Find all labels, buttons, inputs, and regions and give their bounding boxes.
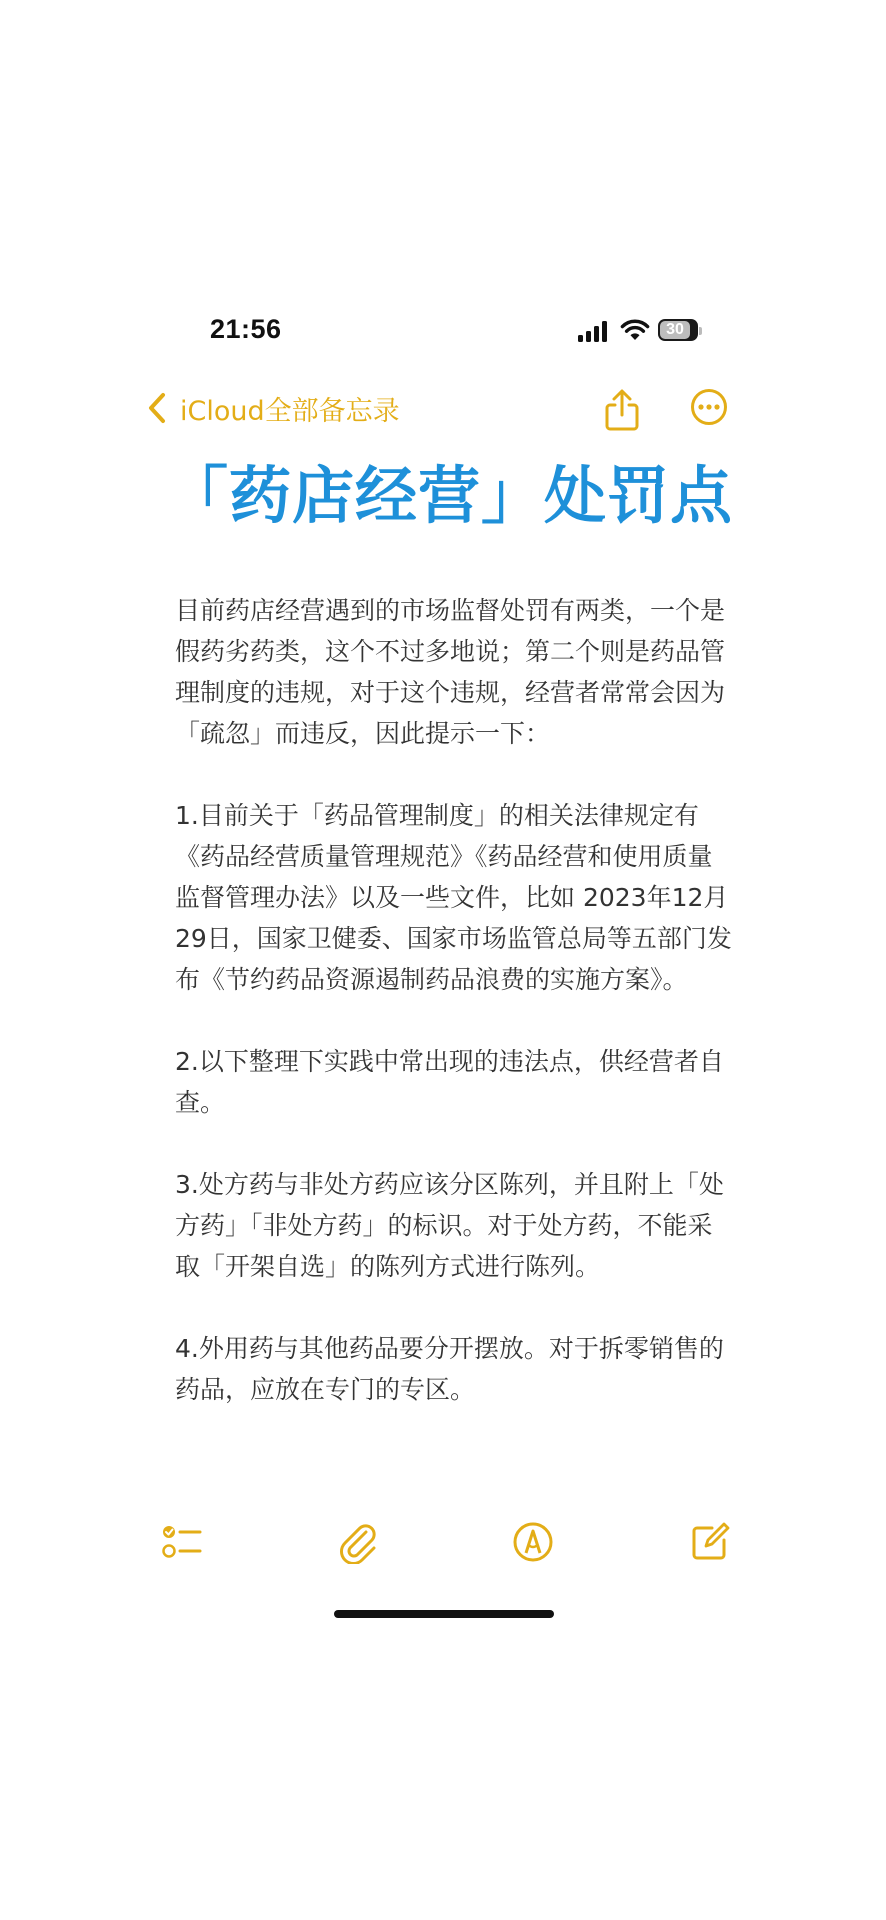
battery-icon	[658, 319, 698, 341]
checklist-icon[interactable]	[160, 1520, 204, 1564]
note-paragraph: 3.处方药与非处方药应该分区陈列，并且附上「处方药」「非处方药」的标识。对于处方药，不能采取「开架自选」的陈列方式进行陈列。	[175, 1170, 724, 1281]
note-body[interactable]	[175, 590, 735, 1451]
compose-icon[interactable]	[688, 1520, 732, 1564]
battery-level: 30	[660, 321, 690, 339]
note-paragraph: 2.以下整理下实践中常出现的违法点，供经营者自查。	[175, 1047, 724, 1117]
note-paragraph: 目前药店经营遇到的市场监督处罚有两类，一个是假药劣药类，这个不过多地说；第二个则是药品管理制度的违规，对于这个违规，经营者常常会因为「疏忽」而违反，因此提示一下：	[175, 596, 726, 748]
paperclip-icon[interactable]	[336, 1520, 380, 1564]
back-label: iCloud全部备忘录	[180, 395, 400, 427]
more-icon[interactable]	[690, 388, 728, 426]
note-title: 「药店经营」处罚点	[166, 459, 734, 532]
share-icon[interactable]	[602, 388, 642, 432]
signal-icon	[578, 320, 608, 342]
bottom-toolbar	[0, 1520, 886, 1570]
home-indicator	[334, 1610, 554, 1618]
chevron-left-icon	[146, 392, 168, 424]
battery-tip	[699, 327, 702, 335]
note-paragraph: 4.外用药与其他药品要分开摆放。对于拆零销售的药品，应放在专门的专区。	[175, 1334, 724, 1404]
markup-pen-icon[interactable]	[511, 1520, 555, 1564]
status-time: 21:56	[210, 314, 282, 344]
back-button[interactable]	[146, 390, 400, 426]
wifi-icon	[620, 318, 650, 342]
note-paragraph: 1.目前关于「药品管理制度」的相关法律规定有《药品经营质量管理规范》《药品经营和使用质量监督管理办法》以及一些文件，比如 2023年12月29日，国家卫健委、国家市场监管总局等五部门发布《节约药品资源遏制药品浪费的实施方案》。	[175, 801, 732, 994]
